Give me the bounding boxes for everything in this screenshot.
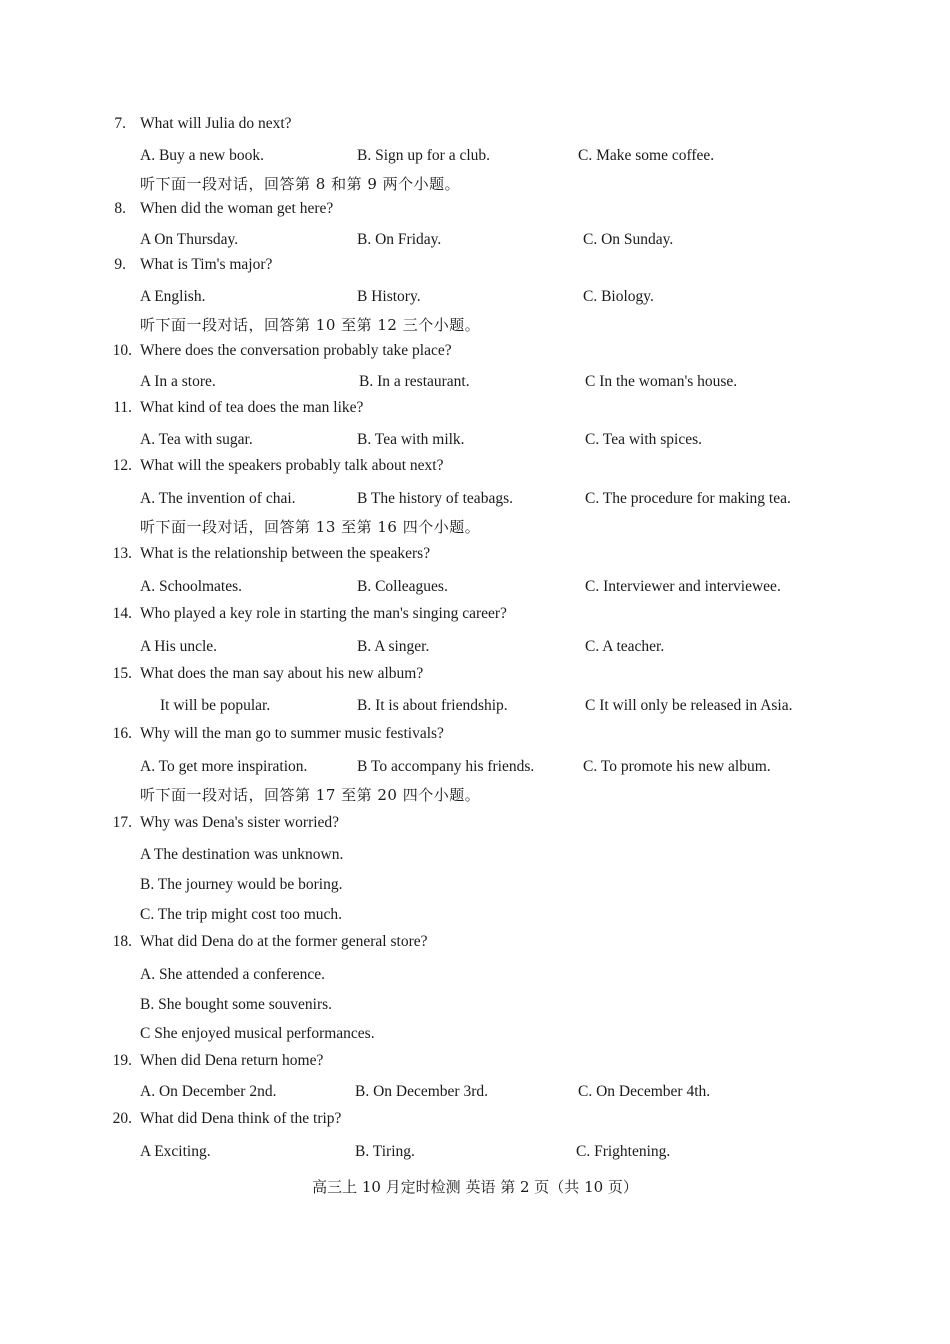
question-20	[0, 1107, 950, 1131]
option-a: A English.	[140, 288, 206, 305]
options-13	[0, 575, 950, 599]
question-number: 11.	[113, 399, 132, 416]
option-a: A. Schoolmates.	[140, 578, 243, 595]
question-number: 14.	[112, 605, 132, 622]
question-number: 9.	[114, 256, 126, 273]
question-11	[0, 396, 950, 420]
options-15	[0, 694, 950, 718]
options-19	[0, 1080, 950, 1104]
question-14	[0, 602, 950, 626]
question-number: 20.	[112, 1110, 132, 1127]
option-a: A Exciting.	[140, 1143, 211, 1160]
option-c: C. On December 4th.	[578, 1083, 711, 1100]
question-text: Who played a key role in starting the man's singing career?	[140, 605, 507, 622]
option-a: A. Buy a new book.	[140, 147, 264, 164]
question-text: What did Dena do at the former general store?	[140, 933, 428, 950]
option-b: B The history of teabags.	[357, 490, 513, 507]
option-b: B. Tiring.	[355, 1143, 415, 1160]
question-number: 8.	[114, 200, 126, 217]
option-c: C. On Sunday.	[583, 231, 674, 248]
question-16	[0, 722, 950, 746]
option-18-b	[0, 993, 950, 1017]
option-a: It will be popular.	[160, 697, 271, 714]
option-c: C. The procedure for making tea.	[585, 490, 791, 507]
instruction-text: 听下面一段对话，回答第 17 至第 20 四个小题。	[140, 786, 481, 804]
question-text: What kind of tea does the man like?	[140, 399, 364, 416]
option-b: B. It is about friendship.	[357, 697, 508, 714]
option-b: B To accompany his friends.	[357, 758, 535, 775]
options-16	[0, 755, 950, 779]
question-number: 7.	[114, 115, 126, 132]
instruction-text: 听下面一段对话，回答第 8 和第 9 两个小题。	[140, 175, 461, 193]
option-c: C. Frightening.	[576, 1143, 671, 1160]
question-number: 10.	[112, 342, 132, 359]
question-text: What will the speakers probably talk about next?	[140, 457, 444, 474]
option-c: C It will only be released in Asia.	[585, 697, 793, 714]
question-19	[0, 1049, 950, 1073]
option-18-c	[0, 1022, 950, 1046]
option-b: B History.	[357, 288, 421, 305]
page-footer: 高三上 10 月定时检测 英语 第 2 页（共 10 页）	[312, 1178, 638, 1196]
option-a: A. Tea with sugar.	[140, 431, 253, 448]
options-14	[0, 635, 950, 659]
options-20	[0, 1140, 950, 1164]
question-text: Where does the conversation probably take place?	[140, 342, 452, 359]
option-c: C. The trip might cost too much.	[140, 906, 343, 923]
option-b: B. A singer.	[357, 638, 430, 655]
question-number: 12.	[112, 457, 132, 474]
instruction-2	[0, 313, 950, 337]
option-a: A In a store.	[140, 373, 216, 390]
question-text: What will Julia do next?	[140, 115, 292, 132]
option-c: C. Make some coffee.	[578, 147, 715, 164]
question-text: What did Dena think of the trip?	[140, 1110, 342, 1127]
question-text: When did Dena return home?	[140, 1052, 324, 1069]
option-a: A. On December 2nd.	[140, 1083, 277, 1100]
option-c: C. Interviewer and interviewee.	[585, 578, 781, 595]
option-a: A On Thursday.	[140, 231, 239, 248]
instruction-text: 听下面一段对话，回答第 10 至第 12 三个小题。	[140, 316, 481, 334]
option-b: B. On Friday.	[357, 231, 442, 248]
question-text: What is the relationship between the speakers?	[140, 545, 431, 562]
option-c: C. A teacher.	[585, 638, 665, 655]
option-c: C She enjoyed musical performances.	[140, 1025, 375, 1042]
option-b: B. Colleagues.	[357, 578, 448, 595]
question-text: Why was Dena's sister worried?	[140, 814, 340, 831]
instruction-text: 听下面一段对话，回答第 13 至第 16 四个小题。	[140, 518, 481, 536]
option-b: B. Sign up for a club.	[357, 147, 491, 164]
option-b: B. On December 3rd.	[355, 1083, 488, 1100]
instruction-1	[0, 172, 950, 196]
question-number: 18.	[112, 933, 132, 950]
options-9	[0, 285, 950, 309]
question-12	[0, 454, 950, 478]
option-c: C In the woman's house.	[585, 373, 738, 390]
question-10	[0, 339, 950, 363]
option-c: C. To promote his new album.	[583, 758, 771, 775]
question-text: What does the man say about his new album?	[140, 665, 424, 682]
option-a: A The destination was unknown.	[140, 846, 344, 863]
option-b: B. The journey would be boring.	[140, 876, 343, 893]
option-c: C. Tea with spices.	[585, 431, 703, 448]
options-11	[0, 428, 950, 452]
question-text: Why will the man go to summer music festivals?	[140, 725, 444, 742]
question-text: When did the woman get here?	[140, 200, 334, 217]
option-18-a	[0, 963, 950, 987]
option-a: A. The invention of chai.	[140, 490, 296, 507]
question-number: 17.	[112, 814, 132, 831]
option-a: A His uncle.	[140, 638, 218, 655]
question-number: 19.	[112, 1052, 132, 1069]
option-17-c	[0, 903, 950, 927]
option-17-a	[0, 843, 950, 867]
question-number: 15.	[112, 665, 132, 682]
option-b: B. She bought some souvenirs.	[140, 996, 333, 1013]
option-17-b	[0, 873, 950, 897]
question-18	[0, 930, 950, 954]
options-7	[0, 144, 950, 168]
instruction-4	[0, 783, 950, 807]
option-b: B. Tea with milk.	[357, 431, 465, 448]
question-number: 16.	[112, 725, 132, 742]
option-b: B. In a restaurant.	[359, 373, 470, 390]
options-12	[0, 487, 950, 511]
question-7	[0, 112, 950, 136]
option-c: C. Biology.	[583, 288, 654, 305]
question-15	[0, 662, 950, 686]
options-10	[0, 370, 950, 394]
question-text: What is Tim's major?	[140, 256, 273, 273]
question-17	[0, 811, 950, 835]
question-8	[0, 197, 950, 221]
question-number: 13.	[112, 545, 132, 562]
option-a: A. She attended a conference.	[140, 966, 326, 983]
question-9	[0, 253, 950, 277]
instruction-3	[0, 515, 950, 539]
question-13	[0, 542, 950, 566]
options-8	[0, 228, 950, 252]
option-a: A. To get more inspiration.	[140, 758, 308, 775]
